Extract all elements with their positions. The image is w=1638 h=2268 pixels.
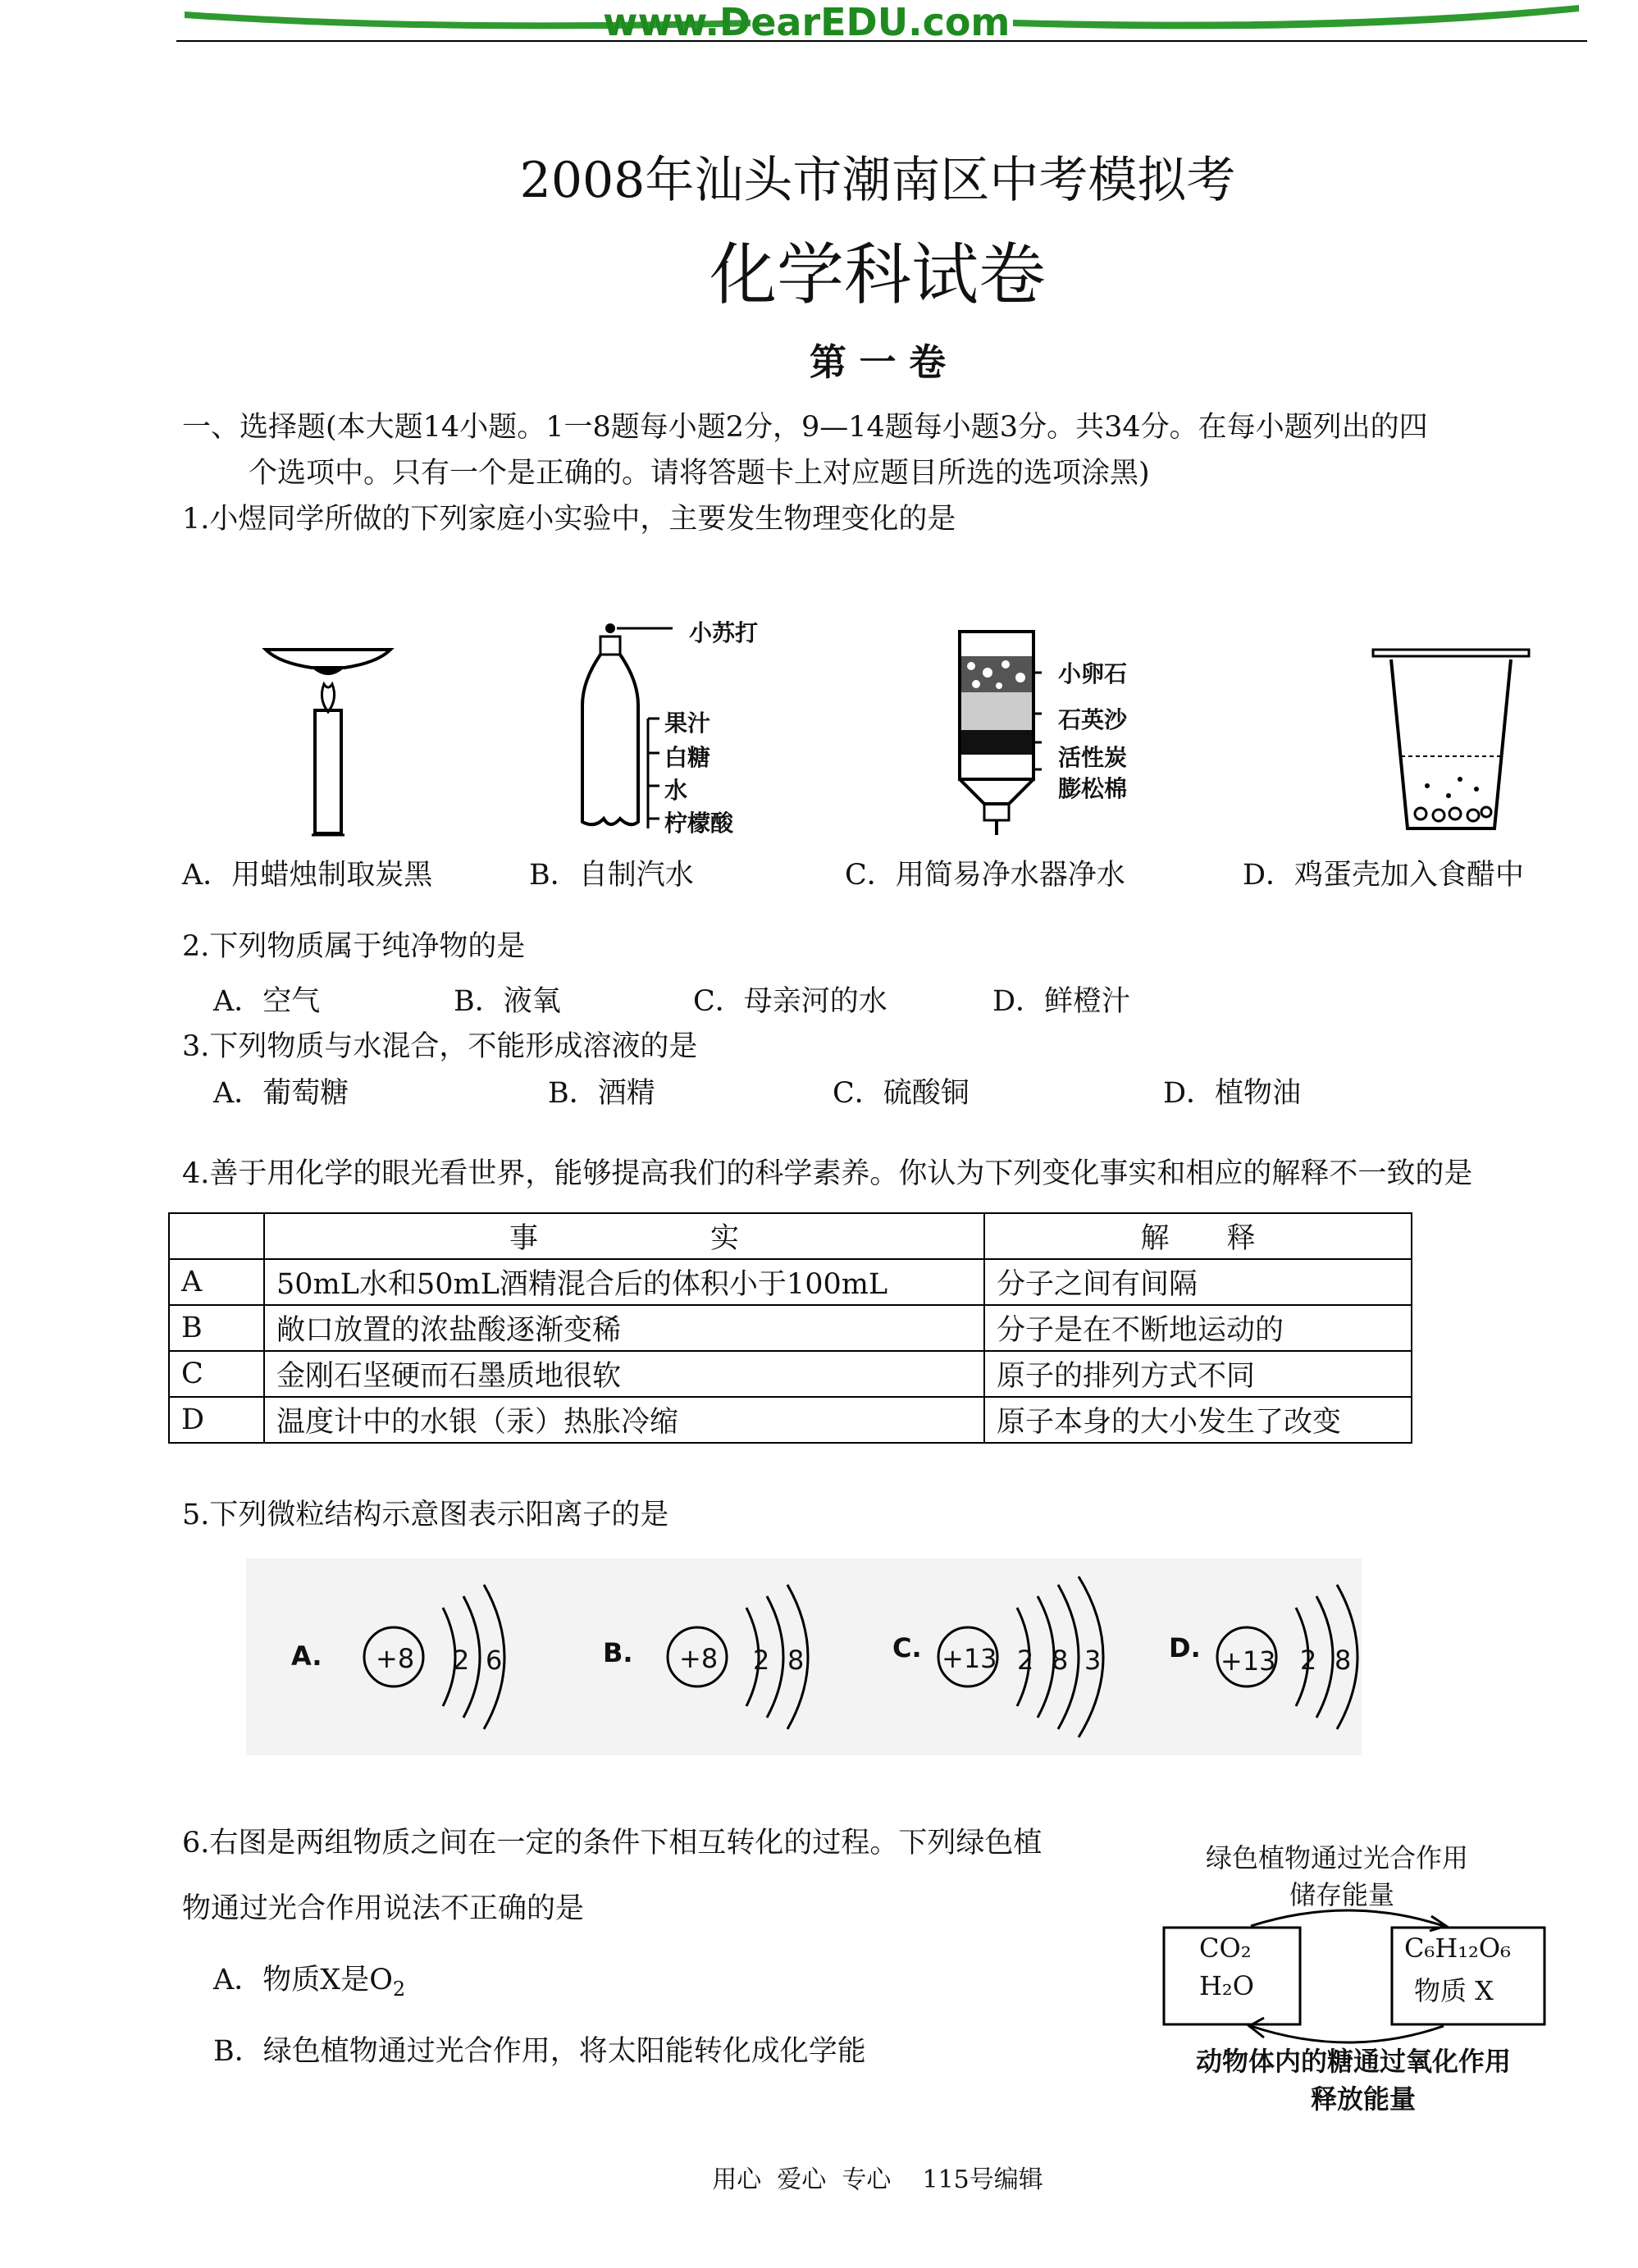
beaker-eggshell-figure — [1370, 640, 1534, 837]
table-cell: B — [169, 1305, 264, 1351]
diagram-bottom-label-1: 动物体内的糖通过氧化作用 — [1196, 2046, 1512, 2077]
table-header-row — [169, 1213, 1412, 1259]
ion-d-shell-1: 2 — [1300, 1645, 1317, 1676]
instructions-line-2: 个选项中。只有一个是正确的。请将答题卡上对应题目所选的选项涂黑) — [249, 457, 1150, 490]
ion-d-nucleus: +13 — [1221, 1645, 1276, 1677]
table-cell: 原子的排列方式不同 — [984, 1351, 1412, 1397]
q3-option-a: A．葡萄糖 — [213, 1077, 349, 1110]
q1-stem: 1.小煜同学所做的下列家庭小实验中，主要发生物理变化的是 — [182, 503, 956, 536]
table-row — [169, 1351, 1412, 1397]
label-sugar: 白糖 — [664, 744, 711, 771]
diagram-bottom-label-2: 释放能量 — [1311, 2083, 1417, 2115]
q5-stem: 5.下列微粒结构示意图表示阳离子的是 — [182, 1499, 669, 1531]
q6-stem-line-2: 物通过光合作用说法不正确的是 — [182, 1892, 585, 1925]
label-water: 水 — [664, 777, 688, 804]
table-row — [169, 1397, 1412, 1443]
ion-c-nucleus: +13 — [942, 1643, 997, 1674]
table-header-cell: 解 释 — [984, 1213, 1412, 1259]
table-cell: 分子之间有间隔 — [984, 1259, 1412, 1305]
q1-option-d: D．鸡蛋壳加入食醋中 — [1243, 859, 1525, 892]
ion-a-shell-1: 2 — [453, 1645, 470, 1676]
label-juice: 果汁 — [664, 710, 711, 737]
table-header-cell: 事 实 — [264, 1213, 984, 1259]
q6-option-a — [213, 1963, 405, 2001]
ion-d-label: D. — [1169, 1632, 1201, 1663]
table-cell: A — [169, 1259, 264, 1305]
q2-option-c: C．母亲河的水 — [693, 985, 887, 1018]
ion-b-shell-2: 8 — [787, 1645, 805, 1676]
q1-option-c: C．用简易净水器净水 — [845, 859, 1125, 892]
ion-c-shell-1: 2 — [1017, 1645, 1034, 1676]
diagram-right-box-line-2: 物质 X — [1414, 1975, 1494, 2006]
q4-stem: 4.善于用化学的眼光看世界，能够提高我们的科学素养。你认为下列变化事实和相应的解释不一致的是 — [182, 1157, 1473, 1190]
table-cell: 温度计中的水银（汞）热胀冷缩 — [264, 1397, 984, 1443]
q4-table — [168, 1212, 1412, 1444]
table-row — [169, 1305, 1412, 1351]
q2-option-d: D．鲜橙汁 — [992, 985, 1131, 1018]
diagram-top-label-1: 绿色植物通过光合作用 — [1206, 1842, 1469, 1873]
table-cell: 50mL水和50mL酒精混合后的体积小于100mL — [264, 1259, 984, 1305]
diagram-left-box-line-2: H₂O — [1199, 1970, 1254, 2001]
section-title: 第 一 卷 — [809, 340, 947, 384]
ion-c-label: C. — [892, 1632, 922, 1663]
label-citric-acid: 柠檬酸 — [664, 810, 734, 837]
table-cell: C — [169, 1351, 264, 1397]
table-cell: 敞口放置的浓盐酸逐渐变稀 — [264, 1305, 984, 1351]
q6-option-a-subscript: 2 — [392, 1978, 406, 2001]
table-cell: 金刚石坚硬而石墨质地很软 — [264, 1351, 984, 1397]
ion-b-nucleus: +8 — [679, 1643, 719, 1674]
label-cotton: 膨松棉 — [1058, 775, 1128, 802]
ion-a-shell-2: 6 — [486, 1645, 503, 1676]
label-quartz-sand: 石英沙 — [1058, 706, 1128, 733]
q6-option-b: B．绿色植物通过光合作用，将太阳能转化成化学能 — [213, 2035, 866, 2068]
q2-option-b: B．液氧 — [454, 985, 561, 1018]
q1-option-a: A．用蜡烛制取炭黑 — [182, 859, 433, 892]
q3-stem: 3.下列物质与水混合，不能形成溶液的是 — [182, 1030, 698, 1063]
diagram-left-box-line-1: CO₂ — [1199, 1933, 1252, 1964]
ion-c-shell-2: 8 — [1052, 1645, 1069, 1676]
q3-option-c: C．硫酸铜 — [833, 1077, 970, 1110]
ion-d-shell-2: 8 — [1335, 1645, 1352, 1676]
page-footer: 用心 爱心 专心 115号编辑 — [712, 2165, 1043, 2194]
q2-option-a: A．空气 — [213, 985, 321, 1018]
label-activated-carbon: 活性炭 — [1058, 744, 1128, 771]
q3-option-b: B．酒精 — [548, 1077, 655, 1110]
ion-a-label: A. — [291, 1641, 322, 1672]
site-logo-text: www.DearEDU.com — [603, 0, 1011, 44]
table-cell: 分子是在不断地运动的 — [984, 1305, 1412, 1351]
diagram-top-label-2: 储存能量 — [1289, 1879, 1395, 1910]
q2-stem: 2.下列物质属于纯净物的是 — [182, 930, 526, 963]
q6-option-a-text: A．物质X是O — [213, 1964, 393, 1996]
table-cell: 原子本身的大小发生了改变 — [984, 1397, 1412, 1443]
ion-b-shell-1: 2 — [753, 1645, 770, 1676]
candle-dish-figure — [254, 632, 402, 845]
diagram-right-box-line-1: C₆H₁₂O₆ — [1404, 1933, 1511, 1964]
exam-title: 2008年汕头市潮南区中考模拟考 — [519, 152, 1236, 209]
table-header-cell — [169, 1213, 264, 1259]
instructions-line-1: 一、选择题(本大题14小题。1一8题每小题2分，9—14题每小题3分。共34分。在每小题列出的四 — [182, 411, 1428, 444]
label-pebbles: 小卵石 — [1058, 660, 1128, 687]
label-baking-soda: 小苏打 — [689, 619, 759, 646]
ion-a-nucleus: +8 — [376, 1643, 415, 1674]
water-purifier-figure — [951, 623, 1050, 837]
table-row — [169, 1259, 1412, 1305]
q6-stem-line-1: 6.右图是两组物质之间在一定的条件下相互转化的过程。下列绿色植 — [182, 1827, 1043, 1860]
ion-b-label: B. — [603, 1637, 633, 1668]
table-cell: D — [169, 1397, 264, 1443]
ion-c-shell-3: 3 — [1084, 1645, 1102, 1676]
q3-option-d: D．植物油 — [1163, 1077, 1302, 1110]
q1-option-b: B．自制汽水 — [529, 859, 694, 892]
subject-title: 化学科试卷 — [709, 236, 1046, 314]
